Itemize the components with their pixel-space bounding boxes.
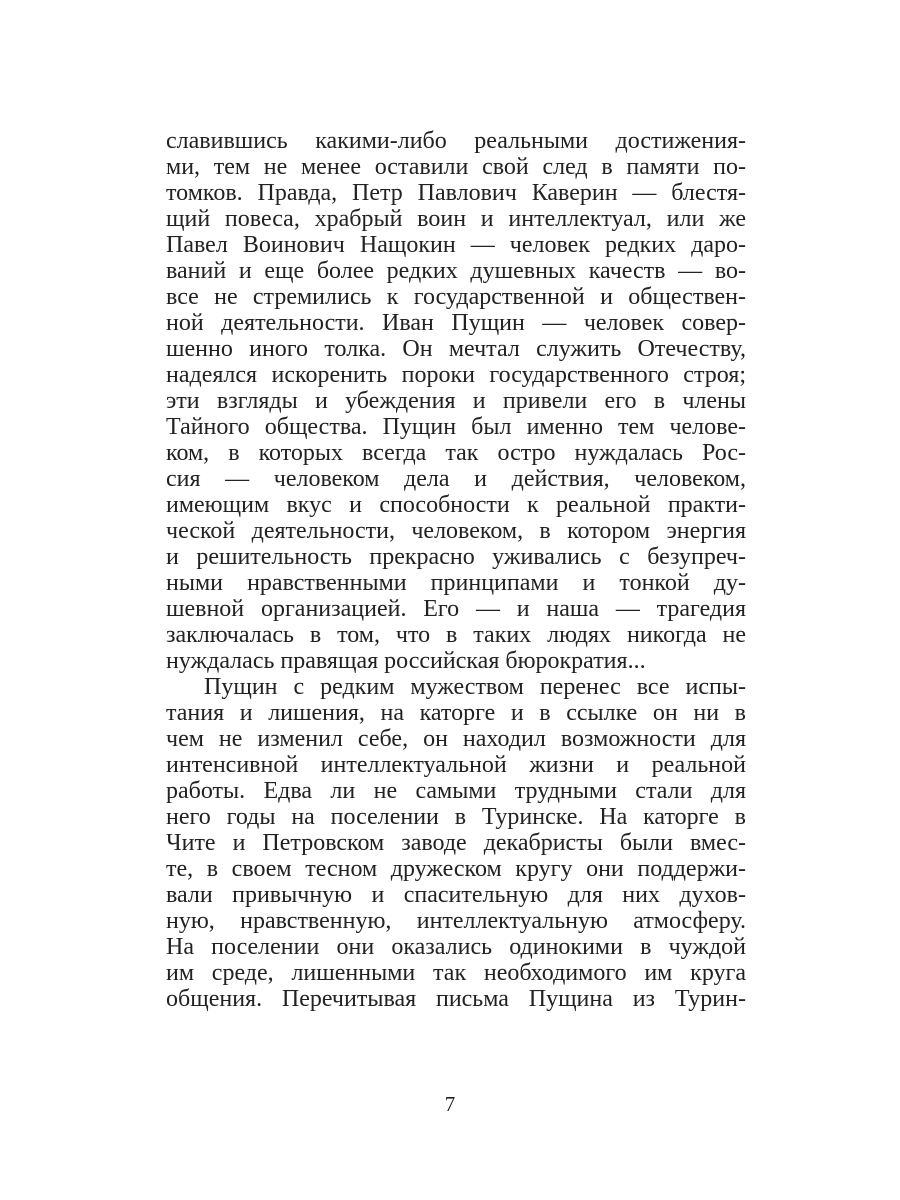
text-line: Чите и Петровском заводе декабристы были вмес- bbox=[166, 830, 746, 856]
body-text bbox=[166, 128, 746, 1012]
text-line: нуждалась правящая российская бюрократия... bbox=[166, 648, 646, 674]
paragraph bbox=[166, 128, 746, 674]
text-line: шенно иного толка. Он мечтал служить Отечеству, bbox=[166, 336, 746, 362]
text-line: работы. Едва ли не самыми трудными стали для bbox=[166, 778, 746, 804]
text-line: него годы на поселении в Туринске. На каторге в bbox=[166, 804, 746, 830]
text-line: щий повеса, храбрый воин и интеллектуал, или же bbox=[166, 206, 746, 232]
text-line: ваний и еще более редких душевных качеств — во- bbox=[166, 258, 746, 284]
text-line: Павел Воинович Нащокин — человек редких даро- bbox=[166, 232, 746, 258]
text-line: тания и лишения, на каторге и в ссылке он ни в bbox=[166, 700, 746, 726]
text-line: общения. Перечитывая письма Пущина из Турин- bbox=[166, 986, 746, 1012]
text-line: сия — человеком дела и действия, человеком, bbox=[166, 466, 746, 492]
text-line: им среде, лишенными так необходимого им круга bbox=[166, 960, 746, 986]
text-line: шевной организацией. Его — и наша — трагедия bbox=[166, 596, 746, 622]
text-line: Тайного общества. Пущин был именно тем челове- bbox=[166, 414, 746, 440]
paragraph bbox=[166, 674, 746, 1012]
text-line: вали привычную и спасительную для них духов- bbox=[166, 882, 746, 908]
text-line: Пущин с редким мужеством перенес все испы- bbox=[204, 674, 746, 700]
text-line: ную, нравственную, интеллектуальную атмосферу. bbox=[166, 908, 746, 934]
text-line: все не стремились к государственной и обществен- bbox=[166, 284, 746, 310]
text-line: и решительность прекрасно уживались с безупреч- bbox=[166, 544, 746, 570]
text-line: ческой деятельности, человеком, в котором энергия bbox=[166, 518, 746, 544]
text-line: надеялся искоренить пороки государственного строя; bbox=[166, 362, 746, 388]
text-line: ными нравственными принципами и тонкой ду- bbox=[166, 570, 746, 596]
text-line: интенсивной интеллектуальной жизни и реальной bbox=[166, 752, 746, 778]
text-line: На поселении они оказались одинокими в чуждой bbox=[166, 934, 746, 960]
text-line: ми, тем не менее оставили свой след в памяти по- bbox=[166, 154, 746, 180]
text-line: томков. Правда, Петр Павлович Каверин — блестя- bbox=[166, 180, 746, 206]
text-line: чем не изменил себе, он находил возможности для bbox=[166, 726, 746, 752]
page-number: 7 bbox=[444, 1092, 456, 1116]
text-line: ком, в которых всегда так остро нуждалась Рос- bbox=[166, 440, 746, 466]
text-line: имеющим вкус и способности к реальной практи- bbox=[166, 492, 746, 518]
text-line: ной деятельности. Иван Пущин — человек совер- bbox=[166, 310, 746, 336]
text-line: славившись какими-либо реальными достижения- bbox=[166, 128, 746, 154]
text-line: те, в своем тесном дружеском кругу они поддержи- bbox=[166, 856, 746, 882]
text-line: эти взгляды и убеждения и привели его в члены bbox=[166, 388, 746, 414]
text-line: заключалась в том, что в таких людях никогда не bbox=[166, 622, 746, 648]
